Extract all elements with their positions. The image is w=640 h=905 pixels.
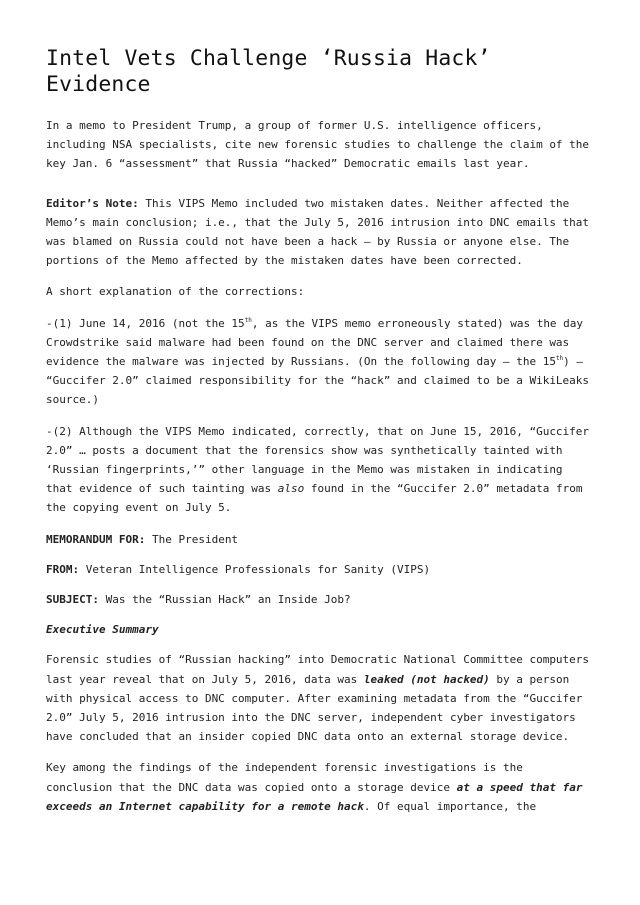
editors-note-label: Editor’s Note: xyxy=(46,196,139,210)
correction-2 xyxy=(46,422,594,518)
memo-subject-value: Was the “Russian Hack” an Inside Job? xyxy=(98,593,351,607)
correction-1-sup-a: th xyxy=(244,316,252,324)
memo-for-value: The President xyxy=(145,532,239,546)
body-paragraph-1-text-b: by a person with physical access to DNC computer. After examining metadata from the “Guccifer 2.0” July 5, 2016 intrusion into the DNC server, independent cyber investigators have concluded that an insider copied DNC data onto an external storage device. xyxy=(46,672,583,744)
body-paragraph-2-emphasis: at a speed that far exceeds an Internet capability for a remote hack xyxy=(46,780,583,813)
memo-subject-label: SUBJECT: xyxy=(46,593,99,607)
memo-subject xyxy=(46,590,594,609)
body-paragraph-2 xyxy=(46,758,594,816)
body-paragraph-2-text-a: Key among the findings of the independent forensic investigations is the conclusion that the DNC data was copied onto a storage device xyxy=(46,761,523,794)
correction-2-text-b: found in the “Guccifer 2.0” metadata from the copying event on July 5. xyxy=(46,482,583,515)
corrections-intro: A short explanation of the corrections: xyxy=(46,285,305,299)
memo-for xyxy=(46,530,594,549)
article-page xyxy=(46,46,594,816)
correction-1-text-b: , as the VIPS memo erroneously stated) was the day Crowdstrike said malware had been found on the DNC server and claimed there was evidence the malware was injected by Russians. (On the following day — the 15 xyxy=(46,316,584,369)
memo-from xyxy=(46,560,594,579)
body-paragraph-2-text-b: . Of equal importance, the xyxy=(363,799,537,813)
correction-1 xyxy=(46,314,594,410)
correction-1-text-a: -(1) June 14, 2016 (not the 15 xyxy=(46,316,245,330)
body-paragraph-1-text-a: Forensic studies of “Russian hacking” into Democratic National Committee computers last year reveal that on July 5, 2016, data was xyxy=(46,653,590,686)
memo-from-label: FROM: xyxy=(46,562,80,576)
body-paragraph-1-emphasis: leaked (not hacked) xyxy=(363,672,490,686)
correction-2-text-a: -(2) Although the VIPS Memo indicated, correctly, that on June 15, 2016, “Guccifer 2.0” … posts a document that the forensics show was synthetically tainted with ‘Russian fingerprints,’” other language in the Memo was mistaken in indicating that evidence of such tainting was xyxy=(46,424,590,496)
editors-note xyxy=(46,194,594,271)
correction-1-text-c: ) — “Guccifer 2.0” claimed responsibility for the “hack” and claimed to be a WikiLeaks source.) xyxy=(46,355,590,407)
correction-1-sup-b: th xyxy=(555,355,564,363)
executive-summary-heading-text: Executive Summary xyxy=(46,623,159,637)
correction-2-emphasis: also xyxy=(277,482,305,496)
article-subtitle: In a memo to President Trump, a group of former U.S. intelligence officers, including NSA specialists, cite new forensic studies to challenge the claim of the key Jan. 6 “assessment” that Russia “hacked” Democratic emails last year. xyxy=(46,119,590,171)
body-paragraph-1 xyxy=(46,650,594,746)
editors-note-text: This VIPS Memo included two mistaken dates. Neither affected the Memo’s main conclusion; i.e., that the July 5, 2016 intrusion into DNC emails that was blamed on Russia could not have been a hack — by Russia or anyone else. The portions of the Memo affected by the mistaken dates have been corrected. xyxy=(46,196,590,268)
executive-summary-heading xyxy=(46,620,594,639)
article-title: Intel Vets Challenge ‘Russia Hack’ Evidence xyxy=(46,46,491,97)
memo-for-label: MEMORANDUM FOR: xyxy=(46,532,146,546)
memo-from-value: Veteran Intelligence Professionals for Sanity (VIPS) xyxy=(79,562,431,576)
